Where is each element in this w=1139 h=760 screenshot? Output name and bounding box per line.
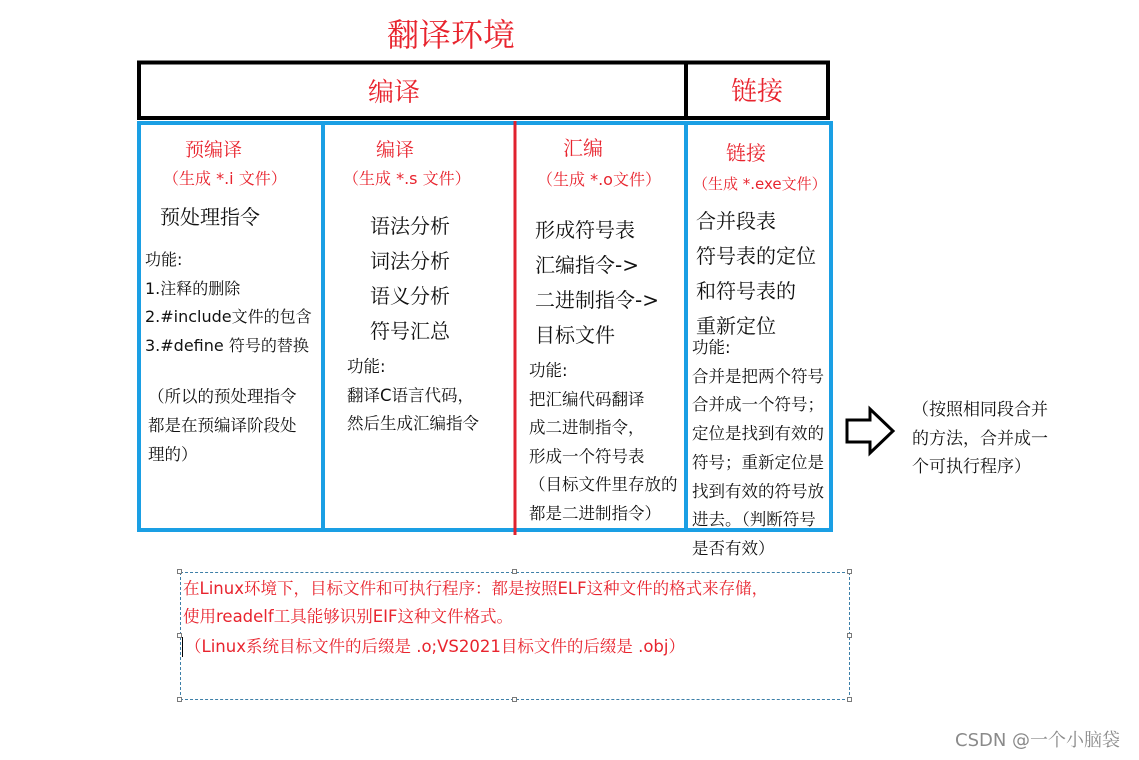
diagram-title: 翻译环境 [386, 16, 515, 54]
resize-handle-left[interactable] [177, 633, 182, 638]
stage-item: 和符号表的 [696, 279, 796, 303]
note-box-line: 使用readelf工具能够识别EIF这种文件格式。 [183, 607, 513, 626]
function-line: 进去。（判断符号 [692, 510, 816, 530]
function-list [145, 246, 312, 361]
function-label: 功能: [692, 338, 731, 357]
stage-items [370, 209, 450, 349]
note-box-line: 在Linux环境下，目标文件和可执行程序：都是按照ELF这种文件的格式来存储， [183, 579, 769, 598]
stage-item: 重新定位 [696, 314, 776, 338]
function-line: 形成一个符号表 [529, 446, 645, 466]
function-line: 找到有效的符号放 [692, 481, 824, 501]
stage-item: 预处理指令 [160, 205, 260, 229]
function-line: 都是二进制指令） [529, 503, 661, 523]
stage-item: 汇编指令-> [535, 253, 639, 277]
function-line: 2.#include文件的包含 [145, 307, 312, 327]
resize-handle-right[interactable] [847, 633, 852, 638]
function-label: 功能: [145, 250, 183, 269]
function-line: 1.注释的删除 [145, 278, 241, 298]
arrow-note-line: 个可执行程序） [912, 457, 1031, 477]
note-box-line: （Linux系统目标文件的后缀是 .o;VS2021目标文件的后缀是 .obj） [185, 637, 685, 656]
stage-name: 汇编 [563, 136, 603, 160]
stage-output: （生成 *.o文件） [537, 170, 661, 189]
note-line: 理的） [148, 445, 198, 464]
header-box [139, 63, 828, 119]
arrow-note-line: （按照相同段合并 [912, 400, 1048, 420]
stage-item: 符号表的定位 [696, 244, 816, 268]
header-compile-label: 编译 [368, 78, 421, 108]
stage-items [696, 204, 816, 344]
resize-handle-top[interactable] [512, 569, 517, 574]
stage-output: （生成 *.i 文件） [163, 169, 287, 188]
resize-handle-bottom-left[interactable] [177, 697, 182, 702]
function-line: （目标文件里存放的 [529, 475, 678, 495]
function-line: 翻译C语言代码， [347, 385, 475, 405]
function-line: 是否有效） [692, 538, 775, 558]
stage-item: 目标文件 [535, 323, 615, 347]
stage-item: 语法分析 [370, 214, 450, 238]
resize-handle-top-left[interactable] [177, 569, 182, 574]
stage-items [535, 213, 659, 353]
stage-output: （生成 *.exe文件） [693, 175, 827, 193]
stage-note [148, 382, 297, 469]
function-list [347, 353, 479, 439]
function-line: 定位是找到有效的 [692, 424, 824, 444]
stage-name: 预编译 [185, 139, 243, 161]
function-line: 合并是把两个符号 [692, 366, 824, 386]
function-line: 合并成一个符号； [692, 395, 824, 415]
stage-item: 符号汇总 [370, 319, 450, 343]
note-line: 都是在预编译阶段处 [148, 416, 297, 435]
function-line: 成二进制指令， [529, 418, 645, 438]
watermark: CSDN @一个小脑袋 [955, 730, 1121, 751]
resize-handle-bottom[interactable] [512, 697, 517, 702]
stage-output: （生成 *.s 文件） [343, 169, 471, 188]
header-link-label: 链接 [731, 77, 784, 107]
resize-handle-top-right[interactable] [847, 569, 852, 574]
right-arrow-icon [847, 409, 893, 453]
stage-item: 词法分析 [370, 249, 450, 273]
function-line: 然后生成汇编指令 [347, 414, 479, 433]
function-line: 3.#define 符号的替换 [145, 336, 309, 356]
stage-name: 编译 [376, 139, 415, 161]
function-line: 符号；重新定位是 [692, 452, 824, 472]
arrow-note-line: 的方法，合并成一 [912, 428, 1048, 449]
stage-item: 二进制指令-> [535, 288, 659, 312]
text-caret [182, 637, 183, 657]
stage-item: 合并段表 [696, 209, 776, 233]
function-label: 功能: [347, 357, 386, 376]
function-list [529, 357, 678, 529]
stage-name: 链接 [726, 141, 766, 165]
stage-item: 语义分析 [370, 284, 450, 308]
resize-handle-bottom-right[interactable] [847, 697, 852, 702]
arrow-note [912, 396, 1048, 482]
stage-item: 形成符号表 [535, 218, 635, 242]
function-line: 把汇编代码翻译 [529, 389, 645, 409]
note-line: （所以的预处理指令 [148, 387, 297, 406]
function-label: 功能: [529, 361, 568, 380]
function-list [692, 334, 824, 564]
